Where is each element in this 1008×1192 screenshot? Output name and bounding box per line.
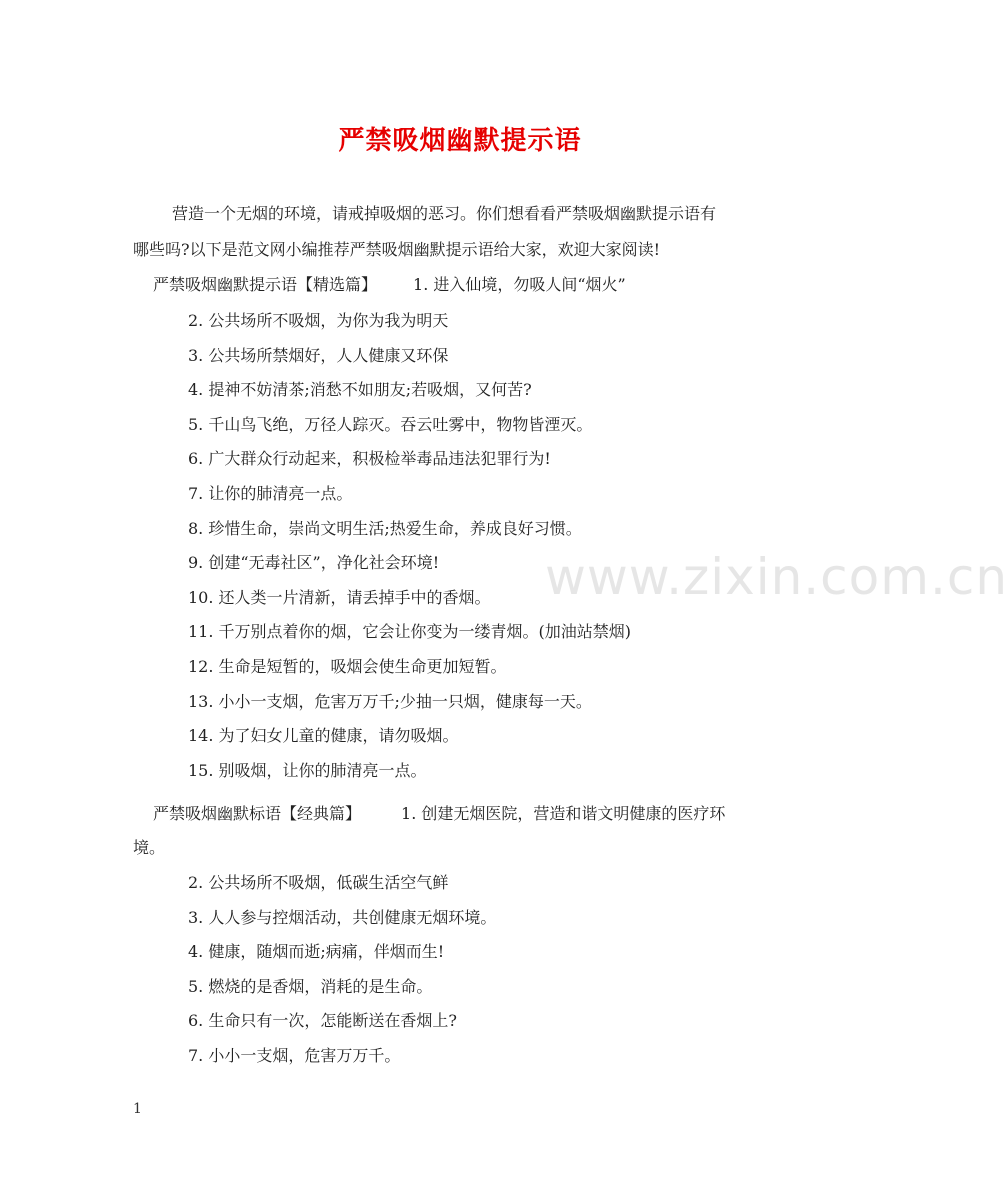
section1-heading: 严禁吸烟幽默提示语【精选篇】	[153, 275, 378, 294]
section1-item-14: 14. 为了妇女儿童的健康，请勿吸烟。	[188, 726, 459, 746]
page-number: 1	[133, 1101, 142, 1117]
section2-item-7: 7. 小小一支烟，危害万万千。	[188, 1046, 401, 1065]
section1-heading-row	[153, 275, 626, 295]
section1-item-1: 1. 进入仙境，勿吸人间“烟火”	[413, 275, 626, 294]
document-title: 严禁吸烟幽默提示语	[338, 126, 582, 156]
section2-heading: 严禁吸烟幽默标语【经典篇】	[153, 804, 362, 823]
section1-item-10: 10. 还人类一片清新，请丢掉手中的香烟。	[188, 587, 491, 607]
section2-item-1: 1. 创建无烟医院，营造和谐文明健康的医疗环	[401, 804, 726, 823]
section2-heading-row	[153, 804, 725, 824]
section2-item-5: 5. 燃烧的是香烟，消耗的是生命。	[188, 976, 433, 996]
section1-item-3: 3. 公共场所禁烟好，人人健康又环保	[188, 345, 449, 365]
section2-item-1-continued: 境。	[133, 838, 166, 857]
section1-item-11: 11. 千万别点着你的烟，它会让你变为一缕青烟。(加油站禁烟)	[188, 622, 632, 642]
section2-item-4: 4. 健康，随烟而逝;病痛，伴烟而生!	[188, 942, 445, 962]
section1-item-6: 6. 广大群众行动起来，积极检举毒品违法犯罪行为!	[188, 449, 551, 469]
watermark: www.zixin.com.cn	[545, 548, 1008, 606]
section1-item-5: 5. 千山鸟飞绝，万径人踪灭。吞云吐雾中，物物皆湮灭。	[188, 414, 593, 434]
intro-line-2: 哪些吗?以下是范文网小编推荐严禁吸烟幽默提示语给大家，欢迎大家阅读!	[133, 240, 661, 259]
section2-item-3: 3. 人人参与控烟活动，共创健康无烟环境。	[188, 907, 497, 927]
section1-item-15: 15. 别吸烟，让你的肺清亮一点。	[188, 760, 427, 780]
section1-item-9: 9. 创建“无毒社区”，净化社会环境!	[188, 553, 440, 573]
section1-item-8: 8. 珍惜生命，崇尚文明生活;热爱生命，养成良好习惯。	[188, 518, 582, 538]
section1-item-2: 2. 公共场所不吸烟，为你为我为明天	[188, 311, 449, 330]
section2-item-2: 2. 公共场所不吸烟，低碳生活空气鲜	[188, 873, 449, 892]
section2-item-6: 6. 生命只有一次，怎能断送在香烟上?	[188, 1011, 457, 1031]
intro-line-1: 营造一个无烟的环境，请戒掉吸烟的恶习。你们想看看严禁吸烟幽默提示语有	[172, 204, 717, 223]
section1-item-12: 12. 生命是短暂的，吸烟会使生命更加短暂。	[188, 657, 507, 676]
section1-item-4: 4. 提神不妨清茶;消愁不如朋友;若吸烟，又何苦?	[188, 380, 532, 400]
section1-item-13: 13. 小小一支烟，危害万万千;少抽一只烟，健康每一天。	[188, 691, 592, 711]
section1-item-7: 7. 让你的肺清亮一点。	[188, 484, 353, 503]
